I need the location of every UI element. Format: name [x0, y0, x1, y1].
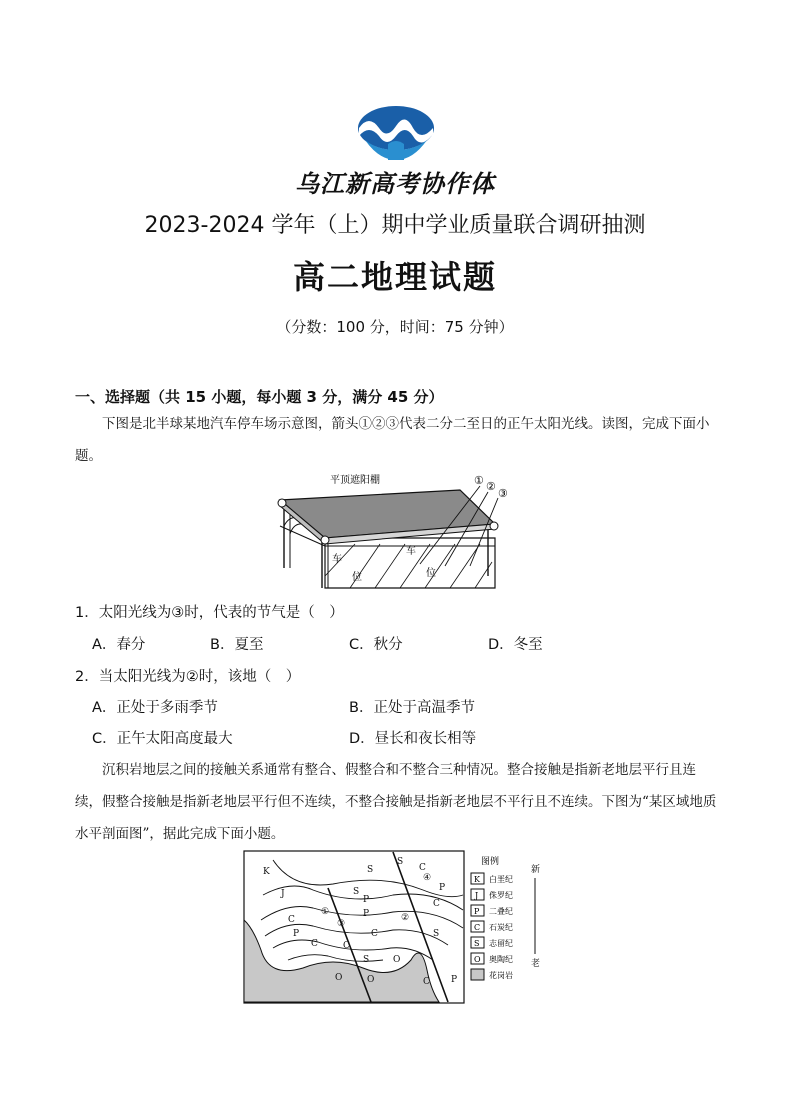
geology-map-figure [243, 850, 553, 1005]
legend-title: 图例 [481, 857, 500, 867]
map-label-13: ② [401, 913, 410, 923]
legend-name-o: 奥陶纪 [489, 955, 513, 964]
map-label-25: P [363, 895, 370, 905]
legend-name-c: 石炭纪 [489, 923, 513, 932]
question-2-stem: 2．当太阳光线为②时，该地（ ） [75, 669, 301, 685]
map-label-26: ③ [337, 919, 346, 929]
q1-option-d[interactable]: D．冬至 [488, 637, 543, 653]
score-time: （分数：100 分，时间：75 分钟） [276, 318, 514, 336]
map-label-5: C [311, 939, 318, 949]
map-label-6: S [367, 865, 374, 875]
car-text-3: 车 [406, 546, 416, 557]
map-label-15: C [371, 929, 378, 939]
map-label-4: P [293, 929, 300, 939]
marker-1: ① [474, 474, 484, 487]
q2-option-b[interactable]: B．正处于高温季节 [349, 700, 475, 716]
q1-option-c[interactable]: C．秋分 [349, 637, 403, 653]
marker-2: ② [486, 480, 496, 493]
map-label-10: P [439, 883, 446, 893]
logo-wave-icon [355, 104, 437, 164]
legend-code-o: O [474, 955, 481, 964]
legend-name-k: 白垩纪 [489, 875, 513, 884]
legend-code-j: J [475, 891, 479, 900]
parking-lot-figure [270, 466, 530, 596]
map-label-2: J [281, 889, 285, 899]
q2-option-c[interactable]: C．正午太阳高度最大 [92, 731, 233, 747]
map-label-12: P [363, 909, 370, 919]
q1-option-a[interactable]: A．春分 [92, 637, 146, 653]
map-label-23: P [451, 975, 458, 985]
map-label-1: K [263, 867, 270, 877]
q2-option-d[interactable]: D．昼长和夜长相等 [349, 731, 477, 747]
logo [355, 104, 437, 164]
passage-2: 沉积岩地层之间的接触关系通常有整合、假整合和不整合三种情况。整合接触是指新老地层平行且连续，假整合接触是指新老地层平行但不连续，不整合接触是指新老地层不平行且不连续。下图为“某区域地质水平剖面图”，据此完成下面小题。 [75, 762, 717, 842]
map-label-11: ① [321, 907, 330, 917]
legend-name-j: 侏罗纪 [489, 891, 513, 900]
roof-label: 平顶遮阳棚 [330, 475, 380, 486]
legend-code-p: P [474, 907, 480, 916]
map-label-24: S [353, 887, 360, 897]
exam-title: 2023-2024 学年（上）期中学业质量联合调研抽测 [144, 213, 646, 238]
legend-code-c: C [474, 923, 481, 932]
q1-option-b[interactable]: B．夏至 [210, 637, 264, 653]
map-label-16: C [343, 941, 350, 951]
map-label-17: S [433, 929, 440, 939]
map-label-19: S [363, 955, 370, 965]
passage-1: 下图是北半球某地汽车停车场示意图，箭头①②③代表二分二至日的正午太阳光线。读图，完成下面小题。 [75, 416, 710, 464]
section-heading: 一、选择题（共 15 小题，每小题 3 分，满分 45 分） [75, 388, 444, 406]
legend-name-s: 志留纪 [489, 939, 513, 948]
car-text-4: 位 [426, 568, 436, 579]
subject-title: 高二地理试题 [292, 258, 497, 296]
car-text-1: 车 [332, 554, 342, 565]
q2-option-a[interactable]: A．正处于多雨季节 [92, 700, 218, 716]
map-label-7: S [397, 857, 404, 867]
legend-code-s: S [474, 939, 480, 948]
scale-old: 老 [531, 959, 541, 969]
map-label-21: O [367, 975, 375, 985]
map-label-22: C [423, 977, 430, 987]
legend-granite-swatch [471, 969, 484, 980]
question-1-stem: 1．太阳光线为③时，代表的节气是（ ） [75, 605, 344, 621]
map-label-14: C [433, 899, 440, 909]
legend-name-p: 二叠纪 [489, 907, 513, 916]
legend-name-granite: 花岗岩 [489, 971, 513, 980]
marker-3: ③ [498, 487, 508, 500]
map-label-20: O [393, 955, 401, 965]
car-text-2: 位 [352, 572, 362, 583]
map-label-9: ④ [423, 873, 432, 883]
scale-new: 新 [531, 865, 541, 875]
map-label-8: C [419, 863, 426, 873]
org-name: 乌江新高考协作体 [295, 170, 495, 198]
map-label-3: C [288, 915, 295, 925]
legend-code-k: K [474, 875, 480, 884]
map-label-18: O [335, 973, 343, 983]
